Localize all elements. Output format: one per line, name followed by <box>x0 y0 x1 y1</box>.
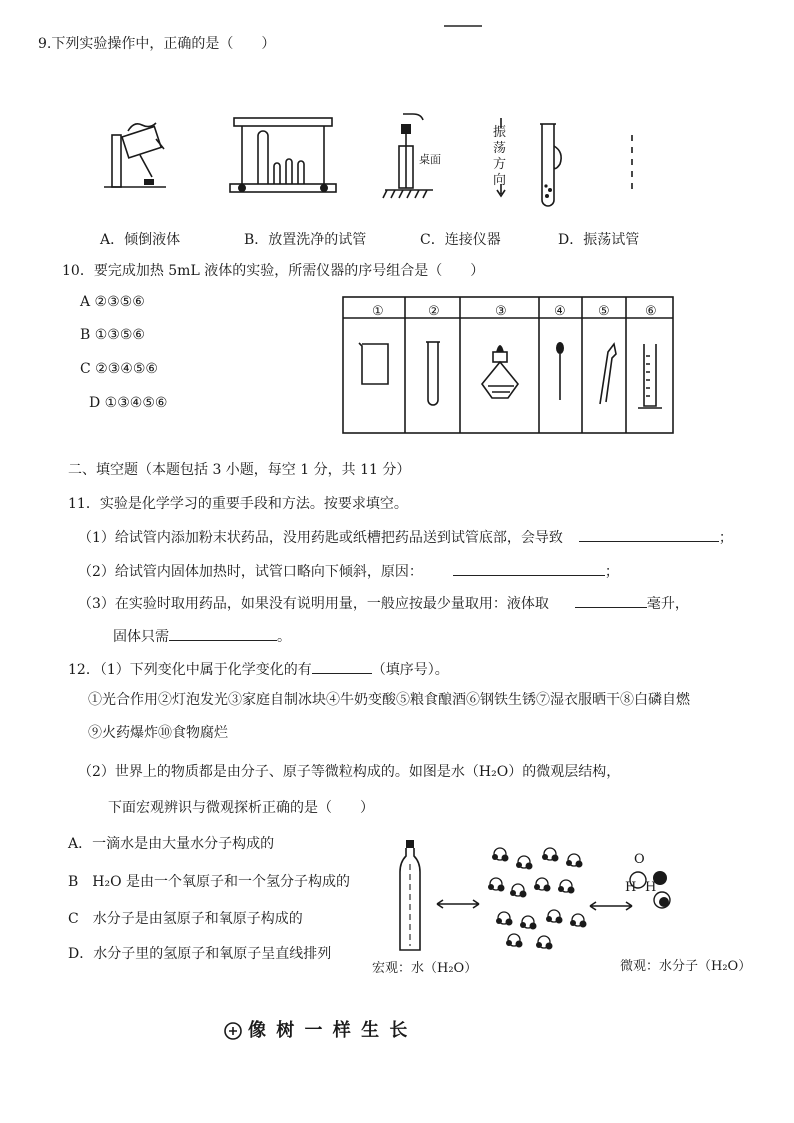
table-number-4: ④ <box>554 304 566 319</box>
q11-part3b-text: 固体只需 <box>113 629 169 645</box>
q11-part2 <box>78 561 619 581</box>
caption-micro: 微观：水分子（H₂O） <box>620 959 752 974</box>
water-molecule <box>536 936 553 950</box>
shake-char-1: 振 <box>493 125 507 140</box>
water-molecule <box>566 854 583 868</box>
q11-part3 <box>78 593 689 613</box>
figure-shake-test-tube <box>500 116 570 212</box>
water-bottle-figure <box>396 838 430 958</box>
atom-label-h2: H <box>645 880 657 895</box>
q11-part1-text: （1）给试管内添加粉末状药品，没用药匙或纸槽把药品送到试管底部，会导致 <box>78 530 563 546</box>
q9-option-a: A．倾倒液体 <box>100 232 181 248</box>
water-molecule <box>506 934 523 948</box>
shake-char-4: 向 <box>493 173 507 188</box>
water-molecule <box>520 916 537 930</box>
q12-list-line-1: ①光合作用②灯泡发光③家庭自制冰块④牛奶变酸⑤粮食酿酒⑥钢铁生锈⑦湿衣服晒干⑧白磷自燃 <box>88 692 690 708</box>
q11-part3-text: （3）在实验时取用药品，如果没有说明用量，一般应按最少量取用：液体取 <box>78 596 549 612</box>
table-number-2: ② <box>428 304 440 319</box>
water-molecule <box>510 884 527 898</box>
q10-stem: 10．要完成加热 5mL 液体的实验，所需仪器的序号组合是（ ） <box>62 263 485 279</box>
atom-label-o: O <box>634 852 645 867</box>
table-number-5: ⑤ <box>598 304 610 319</box>
q10-option-b: B ①③⑤⑥ <box>80 327 145 343</box>
water-molecule <box>546 910 563 924</box>
shake-char-2: 荡 <box>493 141 507 156</box>
q9-stem: 9.下列实验操作中，正确的是（ ） <box>38 36 276 52</box>
q12-part1-end: （填序号）。 <box>371 662 449 678</box>
table-number-6: ⑥ <box>645 304 657 319</box>
right-margin-dashes <box>628 135 640 195</box>
q9-option-d: D．振荡试管 <box>558 232 640 248</box>
q11-blank-3[interactable] <box>575 593 647 608</box>
q11-part3-unit: 毫升， <box>646 596 689 612</box>
q12-part2-line-1: （2）世界上的物质都是由分子、原子等微粒构成的。如图是水（H₂O）的微观层结构， <box>78 764 621 780</box>
atom-label-h1: H <box>625 880 637 895</box>
q10-option-c: C ②③④⑤⑥ <box>80 361 158 377</box>
arrow-macro-to-molecules <box>435 898 481 910</box>
q12-part1-text: 12．（1）下列变化中属于化学变化的有 <box>68 662 312 678</box>
table-number-3: ③ <box>495 304 507 319</box>
footer-logo-icon <box>224 1022 242 1040</box>
q11-part2-text: （2）给试管内固体加热时，试管口略向下倾斜，原因： <box>78 564 423 580</box>
desk-label: 桌面 <box>419 153 441 166</box>
q11-part3b-end: 。 <box>277 629 291 645</box>
q12-blank-1[interactable] <box>312 659 372 674</box>
water-molecule <box>488 878 505 892</box>
section2-title: 二、填空题（本题包括 3 小题，每空 1 分，共 11 分） <box>68 462 411 478</box>
q12-option-a: A．一滴水是由大量水分子构成的 <box>68 836 275 852</box>
footer-slogan: 像 树 一 样 生 长 <box>248 1020 410 1041</box>
figure-pour-liquid <box>100 115 170 195</box>
q11-part3b <box>113 626 291 646</box>
water-molecule <box>570 914 587 928</box>
q10-option-d: D ①③④⑤⑥ <box>89 395 168 411</box>
water-molecules-cluster <box>484 840 594 952</box>
q12-option-c: C 水分子是由氢原子和氧原子构成的 <box>68 911 303 927</box>
top-divider <box>0 0 794 40</box>
caption-macro: 宏观：水（H₂O） <box>372 961 478 976</box>
beaker-drawing <box>359 343 388 384</box>
q12-option-d: D．水分子里的氢原子和氧原子呈直线排列 <box>68 946 332 962</box>
shake-char-3: 方 <box>493 157 507 172</box>
water-molecule <box>492 848 509 862</box>
table-number-1: ① <box>372 304 384 319</box>
q12-option-b: B H₂O 是由一个氧原子和一个氢分子构成的 <box>68 874 351 890</box>
q11-part1 <box>78 527 733 547</box>
water-molecule <box>516 856 533 870</box>
q11-part2-end: ； <box>604 564 619 580</box>
q11-blank-4[interactable] <box>169 626 277 641</box>
water-molecule <box>534 878 551 892</box>
q9-option-b: B．放置洗净的试管 <box>244 232 367 248</box>
figure-test-tube-rack <box>228 112 338 197</box>
water-molecule <box>558 880 575 894</box>
q12-list-line-2: ⑨火药爆炸⑩食物腐烂 <box>88 725 228 741</box>
q11-stem: 11．实验是化学学习的重要手段和方法。按要求填空。 <box>68 496 408 512</box>
water-molecule <box>496 912 513 926</box>
q11-blank-2[interactable] <box>453 561 605 576</box>
q10-option-a: A ②③⑤⑥ <box>80 294 145 310</box>
q11-part1-end: ； <box>718 530 733 546</box>
q12-part1 <box>68 659 449 679</box>
water-molecule <box>542 848 559 862</box>
q11-blank-1[interactable] <box>579 527 719 542</box>
q12-part2-line-2: 下面宏观辨识与微观探析正确的是（ ） <box>108 800 374 816</box>
apparatus-table <box>342 296 674 434</box>
q9-option-c: C．连接仪器 <box>420 232 501 248</box>
